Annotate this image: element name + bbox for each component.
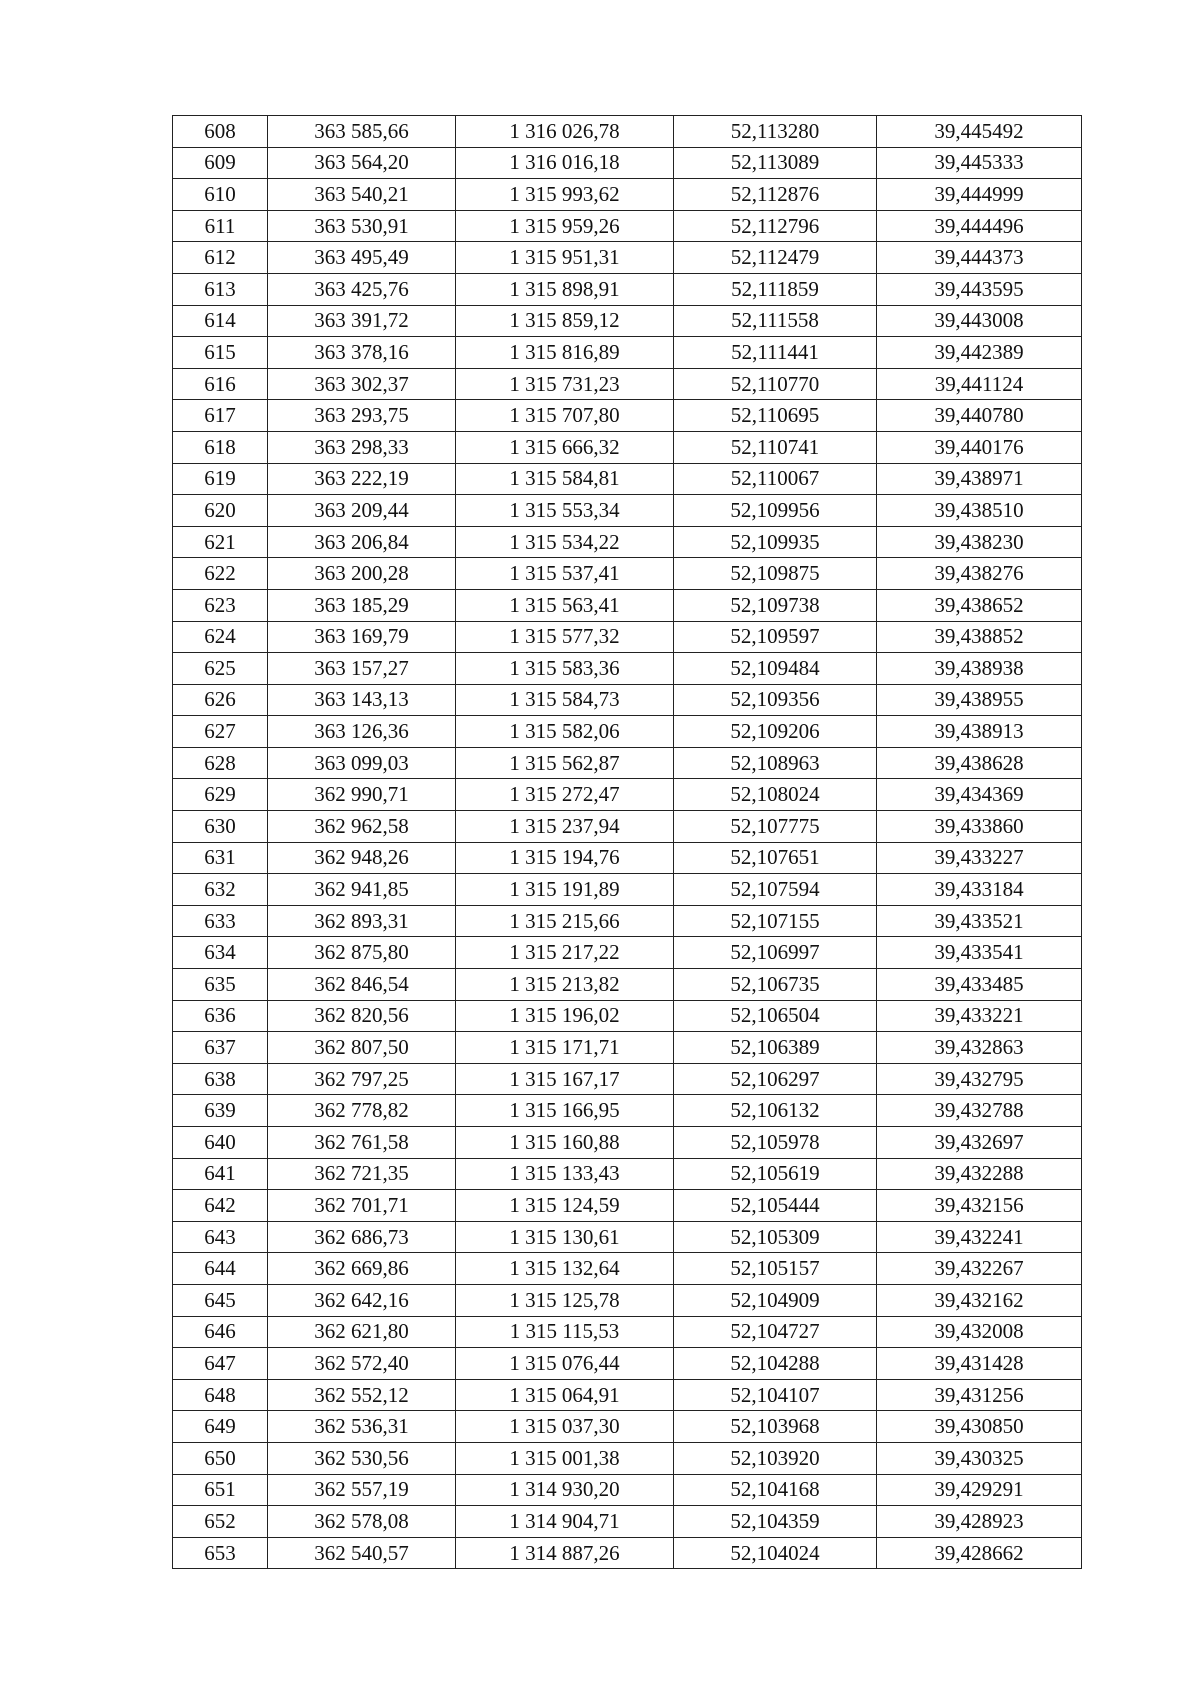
table-row xyxy=(173,747,1082,779)
longitude-cell: 39,432788 xyxy=(877,1095,1082,1127)
y-coordinate-cell: 1 315 859,12 xyxy=(456,305,674,337)
y-coordinate-cell: 1 315 132,64 xyxy=(456,1253,674,1285)
longitude-cell: 39,432008 xyxy=(877,1316,1082,1348)
y-coordinate-cell: 1 315 001,38 xyxy=(456,1442,674,1474)
longitude-cell: 39,433860 xyxy=(877,811,1082,843)
table-row xyxy=(173,1316,1082,1348)
y-coordinate-cell: 1 315 272,47 xyxy=(456,779,674,811)
table-row xyxy=(173,1095,1082,1127)
latitude-cell: 52,103968 xyxy=(674,1411,877,1443)
longitude-cell: 39,438628 xyxy=(877,747,1082,779)
point-number-cell: 620 xyxy=(173,495,268,527)
point-number-cell: 621 xyxy=(173,526,268,558)
y-coordinate-cell: 1 315 037,30 xyxy=(456,1411,674,1443)
point-number-cell: 623 xyxy=(173,589,268,621)
latitude-cell: 52,112479 xyxy=(674,242,877,274)
latitude-cell: 52,107651 xyxy=(674,842,877,874)
point-number-cell: 612 xyxy=(173,242,268,274)
y-coordinate-cell: 1 315 537,41 xyxy=(456,558,674,590)
x-coordinate-cell: 362 530,56 xyxy=(268,1442,456,1474)
y-coordinate-cell: 1 315 133,43 xyxy=(456,1158,674,1190)
longitude-cell: 39,430850 xyxy=(877,1411,1082,1443)
point-number-cell: 648 xyxy=(173,1379,268,1411)
latitude-cell: 52,106735 xyxy=(674,969,877,1001)
x-coordinate-cell: 362 778,82 xyxy=(268,1095,456,1127)
point-number-cell: 609 xyxy=(173,147,268,179)
latitude-cell: 52,104909 xyxy=(674,1284,877,1316)
x-coordinate-cell: 363 157,27 xyxy=(268,653,456,685)
x-coordinate-cell: 362 621,80 xyxy=(268,1316,456,1348)
y-coordinate-cell: 1 315 582,06 xyxy=(456,716,674,748)
latitude-cell: 52,110741 xyxy=(674,431,877,463)
point-number-cell: 632 xyxy=(173,874,268,906)
longitude-cell: 39,433221 xyxy=(877,1000,1082,1032)
x-coordinate-cell: 363 585,66 xyxy=(268,116,456,148)
latitude-cell: 52,105619 xyxy=(674,1158,877,1190)
table-row xyxy=(173,1474,1082,1506)
y-coordinate-cell: 1 315 707,80 xyxy=(456,400,674,432)
table-row xyxy=(173,1348,1082,1380)
y-coordinate-cell: 1 316 026,78 xyxy=(456,116,674,148)
point-number-cell: 645 xyxy=(173,1284,268,1316)
x-coordinate-cell: 362 552,12 xyxy=(268,1379,456,1411)
table-row xyxy=(173,842,1082,874)
longitude-cell: 39,431256 xyxy=(877,1379,1082,1411)
table-row xyxy=(173,242,1082,274)
y-coordinate-cell: 1 315 583,36 xyxy=(456,653,674,685)
table-row xyxy=(173,1379,1082,1411)
longitude-cell: 39,438230 xyxy=(877,526,1082,558)
x-coordinate-cell: 362 962,58 xyxy=(268,811,456,843)
x-coordinate-cell: 363 169,79 xyxy=(268,621,456,653)
table-row xyxy=(173,1442,1082,1474)
x-coordinate-cell: 362 797,25 xyxy=(268,1063,456,1095)
x-coordinate-cell: 363 222,19 xyxy=(268,463,456,495)
y-coordinate-cell: 1 315 130,61 xyxy=(456,1221,674,1253)
point-number-cell: 638 xyxy=(173,1063,268,1095)
latitude-cell: 52,112796 xyxy=(674,210,877,242)
latitude-cell: 52,109597 xyxy=(674,621,877,653)
table-row xyxy=(173,969,1082,1001)
y-coordinate-cell: 1 315 959,26 xyxy=(456,210,674,242)
latitude-cell: 52,104288 xyxy=(674,1348,877,1380)
latitude-cell: 52,108024 xyxy=(674,779,877,811)
longitude-cell: 39,428662 xyxy=(877,1537,1082,1569)
point-number-cell: 650 xyxy=(173,1442,268,1474)
x-coordinate-cell: 363 126,36 xyxy=(268,716,456,748)
y-coordinate-cell: 1 315 194,76 xyxy=(456,842,674,874)
longitude-cell: 39,438938 xyxy=(877,653,1082,685)
table-row xyxy=(173,1411,1082,1443)
latitude-cell: 52,109356 xyxy=(674,684,877,716)
latitude-cell: 52,106132 xyxy=(674,1095,877,1127)
latitude-cell: 52,109875 xyxy=(674,558,877,590)
latitude-cell: 52,110695 xyxy=(674,400,877,432)
latitude-cell: 52,113280 xyxy=(674,116,877,148)
table-row xyxy=(173,905,1082,937)
table-row xyxy=(173,558,1082,590)
x-coordinate-cell: 363 425,76 xyxy=(268,273,456,305)
longitude-cell: 39,433184 xyxy=(877,874,1082,906)
table-row xyxy=(173,1537,1082,1569)
longitude-cell: 39,432162 xyxy=(877,1284,1082,1316)
x-coordinate-cell: 363 143,13 xyxy=(268,684,456,716)
x-coordinate-cell: 363 200,28 xyxy=(268,558,456,590)
x-coordinate-cell: 362 686,73 xyxy=(268,1221,456,1253)
longitude-cell: 39,432156 xyxy=(877,1190,1082,1222)
point-number-cell: 616 xyxy=(173,368,268,400)
table-row xyxy=(173,368,1082,400)
latitude-cell: 52,106297 xyxy=(674,1063,877,1095)
longitude-cell: 39,440780 xyxy=(877,400,1082,432)
longitude-cell: 39,432795 xyxy=(877,1063,1082,1095)
point-number-cell: 640 xyxy=(173,1127,268,1159)
longitude-cell: 39,438852 xyxy=(877,621,1082,653)
longitude-cell: 39,438276 xyxy=(877,558,1082,590)
point-number-cell: 634 xyxy=(173,937,268,969)
x-coordinate-cell: 363 206,84 xyxy=(268,526,456,558)
longitude-cell: 39,433485 xyxy=(877,969,1082,1001)
x-coordinate-cell: 363 378,16 xyxy=(268,337,456,369)
latitude-cell: 52,107155 xyxy=(674,905,877,937)
y-coordinate-cell: 1 315 217,22 xyxy=(456,937,674,969)
point-number-cell: 651 xyxy=(173,1474,268,1506)
point-number-cell: 611 xyxy=(173,210,268,242)
table-row xyxy=(173,589,1082,621)
point-number-cell: 652 xyxy=(173,1506,268,1538)
longitude-cell: 39,428923 xyxy=(877,1506,1082,1538)
y-coordinate-cell: 1 315 215,66 xyxy=(456,905,674,937)
table-row xyxy=(173,526,1082,558)
x-coordinate-cell: 362 578,08 xyxy=(268,1506,456,1538)
longitude-cell: 39,443595 xyxy=(877,273,1082,305)
table-row xyxy=(173,1032,1082,1064)
latitude-cell: 52,106997 xyxy=(674,937,877,969)
longitude-cell: 39,442389 xyxy=(877,337,1082,369)
x-coordinate-cell: 363 293,75 xyxy=(268,400,456,432)
x-coordinate-cell: 362 701,71 xyxy=(268,1190,456,1222)
x-coordinate-cell: 362 893,31 xyxy=(268,905,456,937)
table-row xyxy=(173,337,1082,369)
longitude-cell: 39,441124 xyxy=(877,368,1082,400)
y-coordinate-cell: 1 315 191,89 xyxy=(456,874,674,906)
point-number-cell: 618 xyxy=(173,431,268,463)
point-number-cell: 625 xyxy=(173,653,268,685)
latitude-cell: 52,113089 xyxy=(674,147,877,179)
latitude-cell: 52,104107 xyxy=(674,1379,877,1411)
point-number-cell: 628 xyxy=(173,747,268,779)
longitude-cell: 39,432863 xyxy=(877,1032,1082,1064)
y-coordinate-cell: 1 315 562,87 xyxy=(456,747,674,779)
table-row xyxy=(173,1506,1082,1538)
longitude-cell: 39,444999 xyxy=(877,179,1082,211)
x-coordinate-cell: 362 807,50 xyxy=(268,1032,456,1064)
x-coordinate-cell: 362 820,56 xyxy=(268,1000,456,1032)
latitude-cell: 52,112876 xyxy=(674,179,877,211)
longitude-cell: 39,445492 xyxy=(877,116,1082,148)
x-coordinate-cell: 362 642,16 xyxy=(268,1284,456,1316)
longitude-cell: 39,444373 xyxy=(877,242,1082,274)
longitude-cell: 39,430325 xyxy=(877,1442,1082,1474)
point-number-cell: 630 xyxy=(173,811,268,843)
x-coordinate-cell: 363 298,33 xyxy=(268,431,456,463)
point-number-cell: 629 xyxy=(173,779,268,811)
y-coordinate-cell: 1 315 160,88 xyxy=(456,1127,674,1159)
y-coordinate-cell: 1 315 898,91 xyxy=(456,273,674,305)
longitude-cell: 39,444496 xyxy=(877,210,1082,242)
x-coordinate-cell: 363 391,72 xyxy=(268,305,456,337)
longitude-cell: 39,433521 xyxy=(877,905,1082,937)
x-coordinate-cell: 363 209,44 xyxy=(268,495,456,527)
longitude-cell: 39,434369 xyxy=(877,779,1082,811)
table-row xyxy=(173,1221,1082,1253)
table-row xyxy=(173,1190,1082,1222)
y-coordinate-cell: 1 315 196,02 xyxy=(456,1000,674,1032)
latitude-cell: 52,104359 xyxy=(674,1506,877,1538)
longitude-cell: 39,443008 xyxy=(877,305,1082,337)
x-coordinate-cell: 363 099,03 xyxy=(268,747,456,779)
point-number-cell: 637 xyxy=(173,1032,268,1064)
x-coordinate-cell: 362 540,57 xyxy=(268,1537,456,1569)
y-coordinate-cell: 1 315 167,17 xyxy=(456,1063,674,1095)
latitude-cell: 52,103920 xyxy=(674,1442,877,1474)
point-number-cell: 642 xyxy=(173,1190,268,1222)
point-number-cell: 646 xyxy=(173,1316,268,1348)
table-row xyxy=(173,874,1082,906)
x-coordinate-cell: 363 495,49 xyxy=(268,242,456,274)
point-number-cell: 622 xyxy=(173,558,268,590)
latitude-cell: 52,104168 xyxy=(674,1474,877,1506)
point-number-cell: 635 xyxy=(173,969,268,1001)
table-row xyxy=(173,1127,1082,1159)
latitude-cell: 52,107775 xyxy=(674,811,877,843)
table-row xyxy=(173,937,1082,969)
table-row xyxy=(173,495,1082,527)
longitude-cell: 39,431428 xyxy=(877,1348,1082,1380)
point-number-cell: 647 xyxy=(173,1348,268,1380)
x-coordinate-cell: 362 941,85 xyxy=(268,874,456,906)
latitude-cell: 52,109956 xyxy=(674,495,877,527)
x-coordinate-cell: 363 530,91 xyxy=(268,210,456,242)
table-row xyxy=(173,179,1082,211)
y-coordinate-cell: 1 315 076,44 xyxy=(456,1348,674,1380)
point-number-cell: 649 xyxy=(173,1411,268,1443)
y-coordinate-cell: 1 315 584,73 xyxy=(456,684,674,716)
point-number-cell: 639 xyxy=(173,1095,268,1127)
point-number-cell: 653 xyxy=(173,1537,268,1569)
longitude-cell: 39,432288 xyxy=(877,1158,1082,1190)
y-coordinate-cell: 1 315 171,71 xyxy=(456,1032,674,1064)
y-coordinate-cell: 1 315 816,89 xyxy=(456,337,674,369)
table-row xyxy=(173,684,1082,716)
x-coordinate-cell: 362 572,40 xyxy=(268,1348,456,1380)
y-coordinate-cell: 1 315 237,94 xyxy=(456,811,674,843)
point-number-cell: 636 xyxy=(173,1000,268,1032)
longitude-cell: 39,438955 xyxy=(877,684,1082,716)
y-coordinate-cell: 1 314 930,20 xyxy=(456,1474,674,1506)
y-coordinate-cell: 1 315 951,31 xyxy=(456,242,674,274)
table-row xyxy=(173,621,1082,653)
y-coordinate-cell: 1 315 584,81 xyxy=(456,463,674,495)
x-coordinate-cell: 362 948,26 xyxy=(268,842,456,874)
longitude-cell: 39,432267 xyxy=(877,1253,1082,1285)
point-number-cell: 613 xyxy=(173,273,268,305)
y-coordinate-cell: 1 315 577,32 xyxy=(456,621,674,653)
y-coordinate-cell: 1 315 563,41 xyxy=(456,589,674,621)
x-coordinate-cell: 363 185,29 xyxy=(268,589,456,621)
latitude-cell: 52,111859 xyxy=(674,273,877,305)
point-number-cell: 633 xyxy=(173,905,268,937)
y-coordinate-cell: 1 315 166,95 xyxy=(456,1095,674,1127)
y-coordinate-cell: 1 315 125,78 xyxy=(456,1284,674,1316)
longitude-cell: 39,440176 xyxy=(877,431,1082,463)
table-row xyxy=(173,116,1082,148)
x-coordinate-cell: 362 875,80 xyxy=(268,937,456,969)
table-row xyxy=(173,400,1082,432)
point-number-cell: 619 xyxy=(173,463,268,495)
point-number-cell: 641 xyxy=(173,1158,268,1190)
coordinates-table-body xyxy=(173,116,1082,1569)
y-coordinate-cell: 1 315 115,53 xyxy=(456,1316,674,1348)
y-coordinate-cell: 1 315 124,59 xyxy=(456,1190,674,1222)
point-number-cell: 644 xyxy=(173,1253,268,1285)
latitude-cell: 52,110770 xyxy=(674,368,877,400)
y-coordinate-cell: 1 315 553,34 xyxy=(456,495,674,527)
y-coordinate-cell: 1 315 731,23 xyxy=(456,368,674,400)
point-number-cell: 617 xyxy=(173,400,268,432)
coordinates-table xyxy=(172,115,1082,1569)
x-coordinate-cell: 362 669,86 xyxy=(268,1253,456,1285)
latitude-cell: 52,110067 xyxy=(674,463,877,495)
latitude-cell: 52,105444 xyxy=(674,1190,877,1222)
point-number-cell: 610 xyxy=(173,179,268,211)
table-row xyxy=(173,1284,1082,1316)
longitude-cell: 39,445333 xyxy=(877,147,1082,179)
x-coordinate-cell: 362 761,58 xyxy=(268,1127,456,1159)
longitude-cell: 39,438913 xyxy=(877,716,1082,748)
latitude-cell: 52,109206 xyxy=(674,716,877,748)
longitude-cell: 39,438510 xyxy=(877,495,1082,527)
point-number-cell: 624 xyxy=(173,621,268,653)
latitude-cell: 52,106389 xyxy=(674,1032,877,1064)
table-row xyxy=(173,1000,1082,1032)
point-number-cell: 627 xyxy=(173,716,268,748)
latitude-cell: 52,109484 xyxy=(674,653,877,685)
point-number-cell: 626 xyxy=(173,684,268,716)
longitude-cell: 39,429291 xyxy=(877,1474,1082,1506)
longitude-cell: 39,438652 xyxy=(877,589,1082,621)
table-row xyxy=(173,716,1082,748)
longitude-cell: 39,433227 xyxy=(877,842,1082,874)
y-coordinate-cell: 1 315 213,82 xyxy=(456,969,674,1001)
x-coordinate-cell: 362 721,35 xyxy=(268,1158,456,1190)
latitude-cell: 52,104024 xyxy=(674,1537,877,1569)
longitude-cell: 39,438971 xyxy=(877,463,1082,495)
table-row xyxy=(173,431,1082,463)
latitude-cell: 52,105157 xyxy=(674,1253,877,1285)
table-row xyxy=(173,653,1082,685)
latitude-cell: 52,111441 xyxy=(674,337,877,369)
table-row xyxy=(173,210,1082,242)
table-row xyxy=(173,811,1082,843)
point-number-cell: 615 xyxy=(173,337,268,369)
longitude-cell: 39,432241 xyxy=(877,1221,1082,1253)
table-row xyxy=(173,779,1082,811)
point-number-cell: 643 xyxy=(173,1221,268,1253)
latitude-cell: 52,109935 xyxy=(674,526,877,558)
longitude-cell: 39,432697 xyxy=(877,1127,1082,1159)
x-coordinate-cell: 362 846,54 xyxy=(268,969,456,1001)
y-coordinate-cell: 1 314 904,71 xyxy=(456,1506,674,1538)
latitude-cell: 52,109738 xyxy=(674,589,877,621)
table-row xyxy=(173,1063,1082,1095)
y-coordinate-cell: 1 314 887,26 xyxy=(456,1537,674,1569)
y-coordinate-cell: 1 315 064,91 xyxy=(456,1379,674,1411)
point-number-cell: 614 xyxy=(173,305,268,337)
latitude-cell: 52,104727 xyxy=(674,1316,877,1348)
y-coordinate-cell: 1 315 534,22 xyxy=(456,526,674,558)
latitude-cell: 52,107594 xyxy=(674,874,877,906)
table-row xyxy=(173,463,1082,495)
latitude-cell: 52,105978 xyxy=(674,1127,877,1159)
x-coordinate-cell: 363 564,20 xyxy=(268,147,456,179)
x-coordinate-cell: 363 302,37 xyxy=(268,368,456,400)
latitude-cell: 52,106504 xyxy=(674,1000,877,1032)
x-coordinate-cell: 362 557,19 xyxy=(268,1474,456,1506)
latitude-cell: 52,105309 xyxy=(674,1221,877,1253)
table-row xyxy=(173,1158,1082,1190)
x-coordinate-cell: 363 540,21 xyxy=(268,179,456,211)
point-number-cell: 608 xyxy=(173,116,268,148)
x-coordinate-cell: 362 990,71 xyxy=(268,779,456,811)
table-row xyxy=(173,1253,1082,1285)
x-coordinate-cell: 362 536,31 xyxy=(268,1411,456,1443)
table-row xyxy=(173,305,1082,337)
table-row xyxy=(173,273,1082,305)
point-number-cell: 631 xyxy=(173,842,268,874)
table-row xyxy=(173,147,1082,179)
latitude-cell: 52,111558 xyxy=(674,305,877,337)
longitude-cell: 39,433541 xyxy=(877,937,1082,969)
y-coordinate-cell: 1 315 993,62 xyxy=(456,179,674,211)
y-coordinate-cell: 1 316 016,18 xyxy=(456,147,674,179)
latitude-cell: 52,108963 xyxy=(674,747,877,779)
y-coordinate-cell: 1 315 666,32 xyxy=(456,431,674,463)
